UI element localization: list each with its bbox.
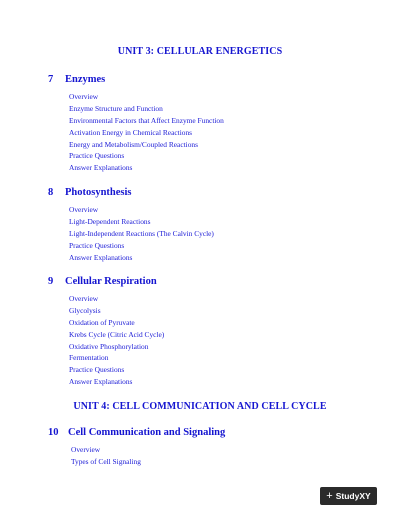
toc-link[interactable]: Light-Independent Reactions (The Calvin Cycle) — [69, 228, 214, 238]
toc-link[interactable]: Overview — [69, 294, 99, 303]
chapter-number: 9 — [48, 276, 54, 287]
toc-link[interactable]: Overview — [71, 445, 101, 454]
chapter-number: 8 — [48, 187, 54, 198]
toc-link[interactable]: Krebs Cycle (Citric Acid Cycle) — [69, 329, 165, 339]
toc-link[interactable]: Energy and Metabolism/Coupled Reactions — [69, 139, 198, 149]
chapter-10-sections — [71, 444, 141, 468]
toc-link[interactable]: Practice Questions — [69, 365, 125, 375]
chapter-number: 7 — [48, 74, 54, 85]
toc-link[interactable]: Answer Explanations — [69, 377, 133, 387]
chapter-10-title[interactable] — [48, 427, 225, 438]
chapter-8-title[interactable] — [48, 187, 132, 198]
studyxy-badge[interactable] — [320, 487, 377, 505]
toc-link[interactable]: Glycolysis — [69, 305, 101, 315]
chapter-7-title[interactable] — [48, 74, 105, 85]
toc-link[interactable]: Oxidative Phosphorylation — [69, 341, 149, 351]
toc-link[interactable]: Overview — [69, 205, 99, 214]
toc-link[interactable]: Types of Cell Signaling — [71, 456, 141, 466]
chapter-9-sections — [69, 293, 164, 388]
chapter-name: Cellular Respiration — [65, 276, 157, 287]
chapter-name: Cell Communication and Signaling — [68, 427, 226, 438]
unit-3-title: UNIT 3: CELLULAR ENERGETICS — [117, 46, 283, 57]
chapter-name: Photosynthesis — [65, 187, 132, 198]
toc-link[interactable]: Practice Questions — [69, 151, 125, 161]
toc-link[interactable]: Answer Explanations — [69, 163, 133, 173]
toc-link[interactable]: Answer Explanations — [69, 252, 133, 262]
chapter-8-sections — [69, 204, 214, 263]
plus-icon: + — [326, 489, 333, 502]
toc-link[interactable]: Fermentation — [69, 353, 109, 363]
chapter-name: Enzymes — [65, 74, 106, 85]
toc-link[interactable]: Activation Energy in Chemical Reactions — [69, 127, 193, 137]
toc-link[interactable]: Light-Dependent Reactions — [69, 216, 151, 226]
chapter-7-sections — [69, 91, 224, 174]
toc-link[interactable]: Environmental Factors that Affect Enzyme Function — [69, 115, 224, 125]
toc-link[interactable]: Practice Questions — [69, 240, 125, 250]
badge-label: StudyXY — [335, 491, 371, 501]
chapter-9-title[interactable] — [48, 276, 157, 287]
chapter-number: 10 — [48, 427, 59, 438]
toc-link[interactable]: Oxidation of Pyruvate — [69, 317, 135, 327]
unit-4-title: UNIT 4: CELL COMMUNICATION AND CELL CYCLE — [73, 401, 327, 412]
toc-link[interactable]: Enzyme Structure and Function — [69, 103, 163, 113]
toc-link[interactable]: Overview — [69, 92, 99, 101]
